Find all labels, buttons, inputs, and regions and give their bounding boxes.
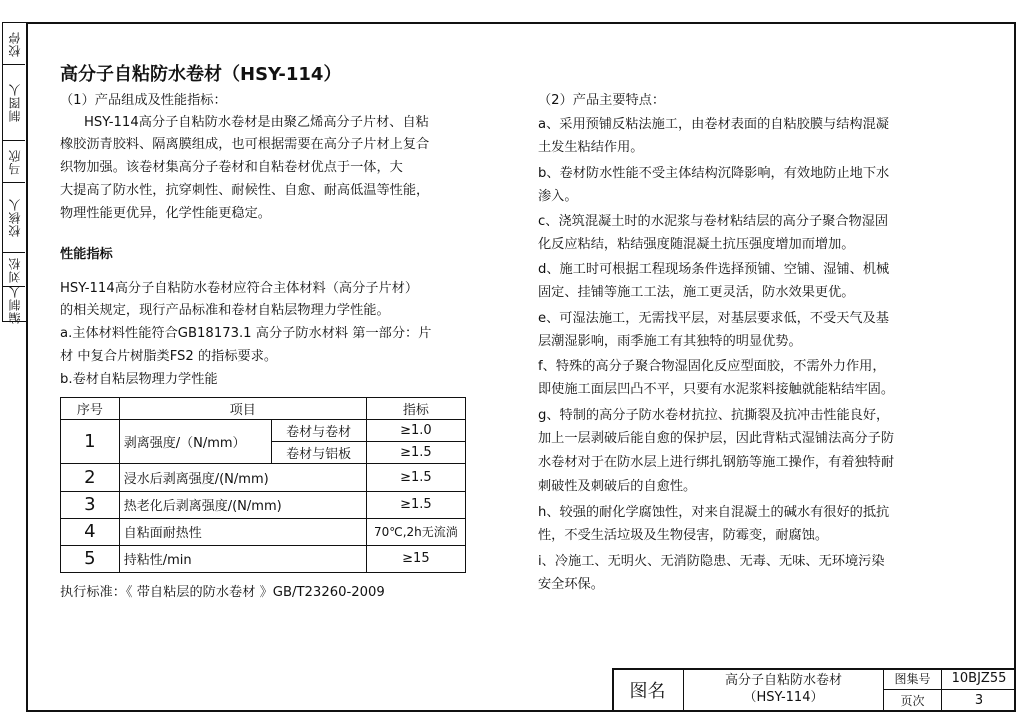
row-item: 浸水后剥离强度/(N/mm) <box>119 464 366 491</box>
paragraph-line: 水卷材对于在防水层上进行绑扎钢筋等施工操作，有着独特耐 <box>538 455 895 470</box>
signoff-cell: 马欣 <box>3 141 25 183</box>
table-row <box>61 420 466 442</box>
page-title: 高分子自粘防水卷材（HSY-114） <box>60 64 342 85</box>
row-value: ≥15 <box>366 545 465 572</box>
table-row <box>61 464 466 491</box>
column-header: 序号 <box>61 398 120 420</box>
paragraph-line: 织物加强。该卷材集高分子卷材和自粘卷材优点于一体，大 <box>60 160 403 175</box>
paragraph-line: a、采用预铺反粘法施工，由卷材表面的自粘胶膜与结构混凝 <box>538 117 889 132</box>
row-number: 1 <box>61 420 120 464</box>
paragraph-line: 化反应粘结，粘结强度随混凝土抗压强度增加而增加。 <box>538 237 855 252</box>
row-subitem: 卷材与铝板 <box>271 442 366 464</box>
paragraph-line: h、较强的耐化学腐蚀性，对来自混凝土的碱水有很好的抵抗 <box>538 505 890 520</box>
signoff-cell: 校停 <box>3 23 25 65</box>
page-number: 3 <box>974 693 984 708</box>
paragraph-line: 的相关规定，现行产品标准和卷材自粘层物理力学性能。 <box>60 303 390 318</box>
paragraph-line: c、浇筑混凝土时的水泥浆与卷材粘结层的高分子聚合物湿固 <box>538 214 889 229</box>
row-number: 4 <box>61 518 120 545</box>
signoff-strip <box>2 22 26 322</box>
signoff-cell: 刘松 <box>3 253 25 287</box>
paragraph-line: 橡胶沥青胶料、隔离膜组成，也可根据需要在高分子片材上复合 <box>60 137 430 152</box>
atlas-number-label: 图集号 <box>884 668 942 690</box>
paragraph-line: 土发生粘结作用。 <box>538 140 644 155</box>
paragraph-line: 加上一层剥破后能自愈的保护层，因此背粘式湿铺法高分子防 <box>538 431 895 446</box>
section-heading: 性能指标 <box>60 247 113 262</box>
standard-note: 执行标准：《 带自粘层的防水卷材 》GB/T23260-2009 <box>60 585 385 600</box>
table-row <box>61 518 466 545</box>
table-header-row <box>61 398 466 420</box>
paragraph-line: e、可湿法施工，无需找平层，对基层要求低，不受天气及基 <box>538 311 889 326</box>
paragraph-line: 安全环保。 <box>538 577 604 592</box>
row-value: ≥1.5 <box>366 491 465 518</box>
paragraph-line: d、施工时可根据工程现场条件选择预铺、空铺、湿铺、机械 <box>538 262 890 277</box>
section-heading: （2）产品主要特点： <box>538 93 666 108</box>
row-value: ≥1.5 <box>366 464 465 491</box>
title-block-name <box>684 668 884 712</box>
paragraph-line: 大提高了防水性，抗穿刺性、耐候性、自愈、耐高低温等性能， <box>60 183 430 198</box>
paragraph-line: 层潮湿影响，雨季施工有其独特的明显优势。 <box>538 334 802 349</box>
section-heading: （1）产品组成及性能指标： <box>60 93 227 108</box>
row-item: 持粘性/min <box>119 545 366 572</box>
signoff-cell: 校核人 <box>3 183 25 253</box>
row-number: 2 <box>61 464 120 491</box>
paragraph-line: 固定、挂铺等施工工法，施工更灵活，防水效果更优。 <box>538 285 855 300</box>
signoff-cell: 制图人 <box>3 65 25 141</box>
signoff-cell: 编制人 <box>7 284 22 324</box>
column-header: 项目 <box>119 398 366 420</box>
row-value: ≥1.5 <box>366 442 465 464</box>
paragraph-line: 性，不受生活垃圾及生物侵害，防霉变，耐腐蚀。 <box>538 528 829 543</box>
title-block-name-line: （HSY-114） <box>743 690 824 705</box>
paragraph-line: 即使施工面层凹凸不平，只要有水泥浆料接触就能粘结牢固。 <box>538 382 895 397</box>
paragraph-line: 物理性能更优异，化学性能更稳定。 <box>60 206 271 221</box>
property-table <box>60 397 466 573</box>
paragraph-line: a.主体材料性能符合GB18173.1 高分子防水材料 第一部分：片 <box>60 326 432 341</box>
paragraph-line: HSY-114高分子自粘防水卷材是由聚乙烯高分子片材、自粘 <box>84 115 429 130</box>
page-number-label: 页次 <box>884 690 942 712</box>
row-value: 70℃,2h无流淌 <box>366 518 465 545</box>
table-row <box>61 491 466 518</box>
paragraph-line: 刺破性及刺破后的自愈性。 <box>538 479 697 494</box>
paragraph-line: g、特制的高分子防水卷材抗拉、抗撕裂及抗冲击性能良好， <box>538 408 890 423</box>
paragraph-line: 材 中复合片树脂类FS2 的指标要求。 <box>60 349 278 364</box>
row-number: 3 <box>61 491 120 518</box>
title-block-label: 图名 <box>612 668 684 712</box>
row-subitem: 卷材与卷材 <box>271 420 366 442</box>
paragraph-line: i、冷施工、无明火、无消防隐患、无毒、无味、无环境污染 <box>538 554 885 569</box>
column-header: 指标 <box>366 398 465 420</box>
row-number: 5 <box>61 545 120 572</box>
paragraph-line: f、特殊的高分子聚合物湿固化反应型面胶，不需外力作用， <box>538 359 886 374</box>
row-item: 热老化后剥离强度/(N/mm) <box>119 491 366 518</box>
table-row <box>61 545 466 572</box>
paragraph-line: HSY-114高分子自粘防水卷材应符合主体材料（高分子片材） <box>60 281 419 296</box>
atlas-number: 10BJZ55 <box>942 668 1016 690</box>
paragraph-line: b、卷材防水性能不受主体结构沉降影响，有效地防止地下水 <box>538 166 890 181</box>
title-block-name-line: 高分子自粘防水卷材 <box>724 673 842 688</box>
row-item: 剥离强度/（N/mm） <box>119 420 271 464</box>
paragraph-line: b.卷材自粘层物理力学性能 <box>60 372 218 387</box>
paragraph-line: 渗入。 <box>538 189 578 204</box>
row-value: ≥1.0 <box>366 420 465 442</box>
row-item: 自粘面耐热性 <box>119 518 366 545</box>
